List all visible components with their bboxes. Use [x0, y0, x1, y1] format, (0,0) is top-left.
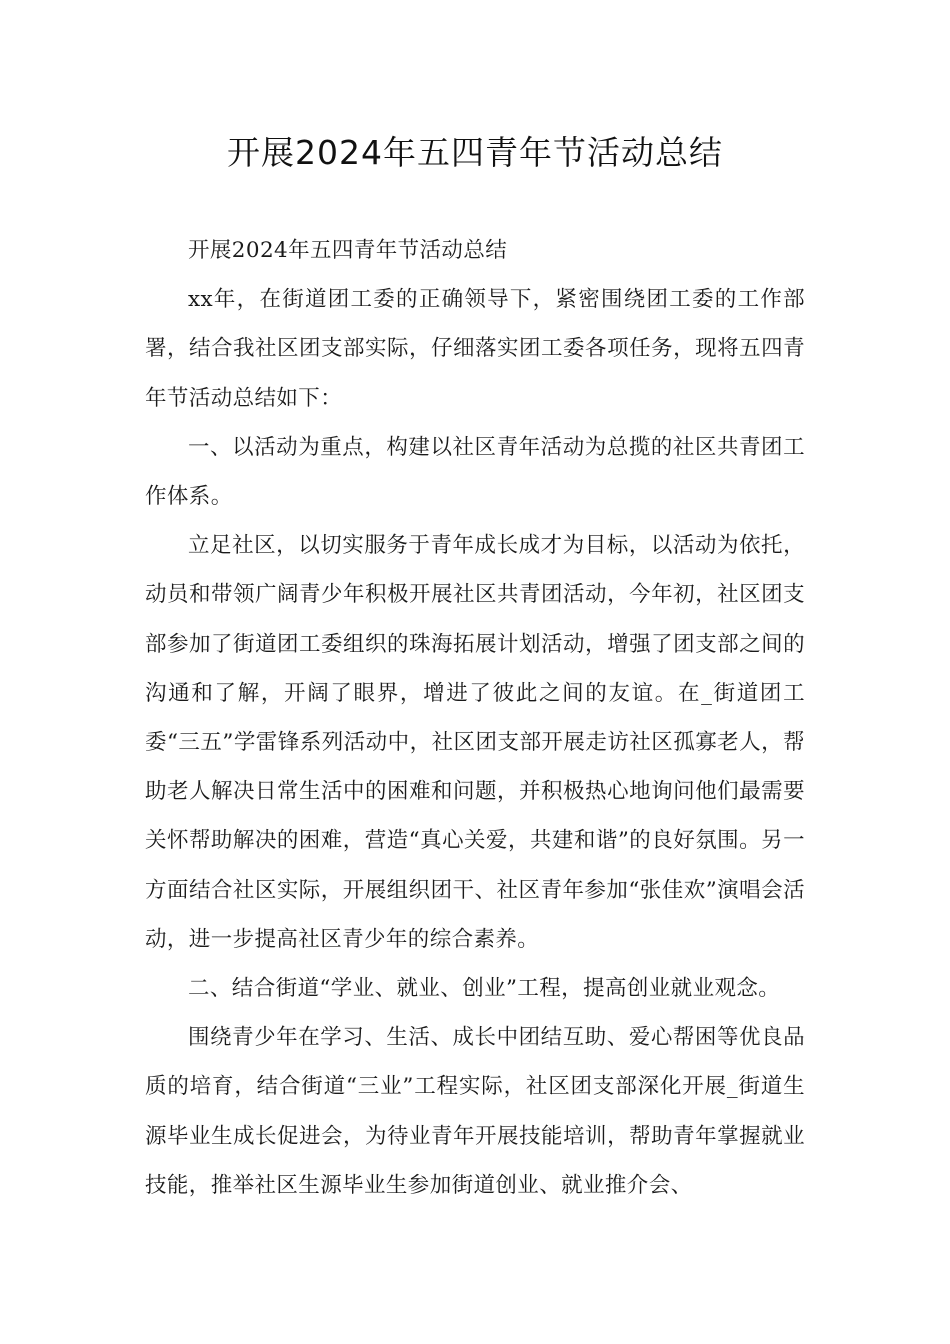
paragraph-section-two-heading: 二、结合街道“学业、就业、创业”工程，提高创业就业观念。: [188, 976, 781, 1002]
paragraph-heading-repeat: 开展2024年五四青年节活动总结: [188, 238, 508, 263]
paragraph-section-two-body: 围绕青少年在学习、生活、成长中团结互助、爱心帮困等优良品质的培育，结合街道“三业”工程实际，社区团支部深化开展_街道生源毕业生成长促进会，为待业青年开展技能培训，帮助青年掌握就业技能，推举社区生源毕业生参加街道创业、就业推介会、: [145, 1025, 805, 1198]
paragraph-section-one-body: 立足社区，以切实服务于青年成长成才为目标，以活动为依托，动员和带领广阔青少年积极开展社区共青团活动，今年初，社区团支部参加了街道团工委组织的珠海拓展计划活动，增强了团支部之间的沟通和了解，开阔了眼界，增进了彼此之间的友谊。在_街道团工委“三五”学雷锋系列活动中，社区团支部开展走访社区孤寡老人，帮助老人解决日常生活中的困难和问题，并积极热心地询问他们最需要关怀帮助解决的困难，营造“真心关爱，共建和谐”的良好氛围。另一方面结合社区实际，开展组织团干、社区青年参加“张佳欢”演唱会活动，进一步提高社区青少年的综合素养。: [145, 533, 805, 952]
document-body: [145, 226, 805, 1210]
document-title: 开展2024年五四青年节活动总结: [227, 133, 723, 172]
paragraph-intro: xx年，在街道团工委的正确领导下，紧密围绕团工委的工作部署，结合我社区团支部实际，仔细落实团工委各项任务，现将五四青年节活动总结如下：: [145, 287, 805, 411]
paragraph-section-one-heading: 一、以活动为重点，构建以社区青年活动为总揽的社区共青团工作体系。: [145, 434, 805, 510]
